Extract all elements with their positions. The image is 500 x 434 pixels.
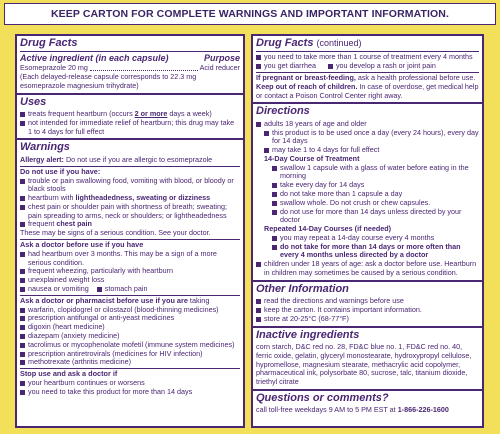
children-warning: Keep out of reach of children. In case of overdose, get medical help or contact a Poison Control Center right away. [256,81,479,100]
warning-item: heartburn with lightheadedness, sweating or dizziness [20,194,240,203]
warning-item: diazepam (anxiety medicine) [20,332,240,341]
info-item: keep the carton. It contains important information. [256,306,479,315]
warning-item: warfarin, clopidogrel or cilostazol (blood-thinning medicines) [20,306,240,315]
warning-item: you need to take more than 1 course of treatment every 4 months [256,53,479,62]
use-item: treats frequent heartburn (occurs 2 or more days a week) [20,110,240,119]
warning-item: prescription antiretrovirals (medicines for HIV infection) [20,350,240,359]
warnings-section [17,140,243,398]
uses-section [17,95,243,141]
directions-section [253,104,482,281]
allergy-alert: Allergy alert: Do not use if you are allergic to esomeprazole [20,154,213,164]
warning-item: you need to take this product for more than 14 days [20,388,240,397]
stop-use-title: Stop use and ask a doctor if [20,369,118,379]
warning-item: chest pain or shoulder pain with shortness of breath; sweating; pain spreading to arms, neck or shoulders; or lightheadedness [20,203,240,221]
warning-item: nausea or vomiting stomach pain [20,285,240,294]
pregnancy-warning: If pregnant or breast-feeding, ask a health professional before use. [256,72,476,82]
questions-title: Questions or comments? [256,391,389,404]
do-not-use-title: Do not use if you have: [20,166,101,176]
direction-item: this product is to be used once a day (every 24 hours), every day for 14 days [256,129,479,147]
ask-pharmacist-title: Ask a doctor or pharmacist before use if you are taking [20,295,210,305]
continued-section [253,36,482,104]
uses-title: Uses [20,95,47,108]
direction-item: adults 18 years of age and older [256,120,479,129]
warning-item: trouble or pain swallowing food, vomiting with blood, or bloody or black stools [20,177,240,195]
warning-item: tacrolimus or mycophenolate mofetil (immune system medicines) [20,341,240,350]
active-ingredient-row: Esomeprazole 20 mg Acid reducer [20,63,240,73]
direction-item: children under 18 years of age: ask a doctor before use. Heartburn in children may sometimes be caused by a serious condition. [256,260,479,278]
active-ingredient-header: Active ingredient (in each capsule) Purpose [20,53,240,64]
warning-item: methotrexate (arthritis medicine) [20,358,240,367]
carton-warning-banner: KEEP CARTON FOR COMPLETE WARNINGS AND IMPORTANT INFORMATION. [4,3,496,25]
warning-item: digoxin (heart medicine) [20,323,240,332]
questions-text: call toll-free weekdays 9 AM to 5 PM EST at 1-866-226-1600 [256,405,449,415]
warning-item: your heartburn continues or worsens [20,379,240,388]
drug-facts-title: Drug Facts [20,37,78,49]
active-note: (Each delayed-release capsule corresponds to 22.3 mg [20,72,197,82]
inactive-ingredients-title: Inactive ingredients [256,328,360,341]
drug-facts-continued-panel [251,34,484,428]
warning-item: unexplained weight loss [20,276,240,285]
direction-item: do not take for more than 14 days or more often than every 4 months unless directed by a doctor [256,243,479,261]
other-information-title: Other Information [256,282,349,295]
warning-item: prescription antifungal or anti-yeast medicines [20,314,240,323]
active-note-2: esomeprazole magnesium trihydrate) [20,80,139,90]
questions-section [253,391,482,417]
inactive-ingredients-section [253,328,482,391]
phone-number[interactable]: 1-866-226-1600 [397,405,449,415]
info-item: store at 20-25°C (68-77°F) [256,315,479,324]
drug-facts-panel [15,34,245,428]
use-item: not intended for immediate relief of heartburn; this drug may take 1 to 4 days for full effect [20,119,240,137]
direction-item: take every day for 14 days [256,181,479,190]
direction-item: swallow 1 capsule with a glass of water before eating in the morning [256,164,479,182]
direction-item: do not use for more than 14 days unless directed by your doctor [256,208,479,226]
warning-item: frequent chest pain [20,220,240,229]
warnings-title: Warnings [20,141,70,154]
direction-item: do not take more than 1 capsule a day [256,190,479,199]
warning-item: frequent wheezing, particularly with heartburn [20,267,240,276]
directions-title: Directions [256,105,310,118]
repeat-course-title: Repeated 14-Day Courses (if needed) [264,224,392,234]
other-information-section [253,282,482,328]
direction-item: may take 1 to 4 days for full effect [256,146,479,155]
direction-item: swallow whole. Do not crush or chew capsules. [256,199,479,208]
warning-item: you get diarrhea you develop a rash or joint pain [256,62,479,71]
direction-item: you may repeat a 14-day course every 4 months [256,234,479,243]
ask-doctor-title: Ask a doctor before use if you have [20,240,144,250]
inactive-ingredients-text: corn starch, D&C red no. 28, FD&C blue no. 1, FD&C red no. 40, ferric oxide, gelatin, glyceryl monostearate, hydroxypropyl cellulose, hypromellose, magnesium stearate, methacrylic acid copolymer, pharmaceutical ink, polysorbate 80, sucrose, talc, titanium dioxide, triethyl citrate [256,341,472,387]
continued-title: Drug Facts (continued) [256,37,362,49]
drug-facts-header [17,36,243,95]
do-not-use-note: These may be signs of a serious condition. See your doctor. [20,228,211,238]
warning-item: had heartburn over 3 months. This may be a sign of a more serious condition. [20,250,240,268]
info-item: read the directions and warnings before use [256,297,479,306]
course-title: 14-Day Course of Treatment [264,153,360,163]
